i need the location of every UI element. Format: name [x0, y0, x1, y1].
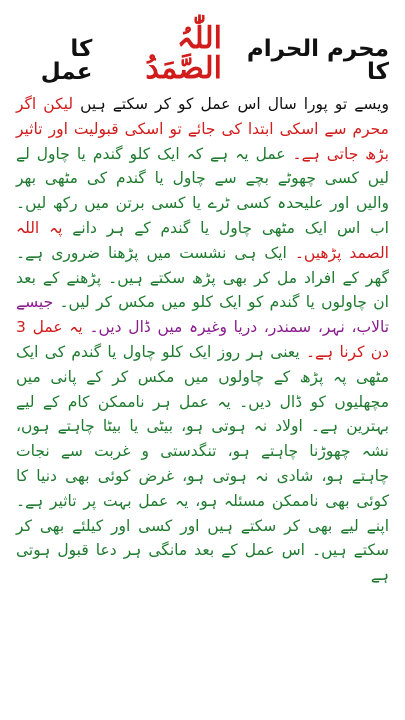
- text-segment-2: لیکن اگر محرم سے اسکی ابتدا کی جائے تو اسکی قبولیت اور تاثیر بڑھ جاتی ہے۔: [16, 95, 389, 163]
- text-segment-7: یہ عمل 3 دن کرنا ہے۔: [16, 318, 390, 361]
- title-allah-al-samad: اللّٰہُ الصَّمَدُ: [145, 21, 222, 86]
- title-part-3: کا عمل: [40, 36, 93, 85]
- text-segment-9: یہ عمل ہر ناممکن کام کے لیے بہترین ہے۔ اولاد نہ ہوتی ہو، بیٹی یا بیٹا چاہتے ہوں، نشہ چھوڑنا چاہتے ہو، تنگدستی و غربت سے نجات چاہتے ہو، شادی نہ ہوتی ہو، غرض کوئی بھی دنیا کا کوئی بھی ناممکن مسئلہ ہو، یہ عمل بہت پر تاثیر ہے۔ اپنے لیے بھی کر سکتے ہیں اور کسی اور کیلئے بھی کر سکتے ہیں۔ اس عمل کے بعد مانگی ہر دعا قبول ہوتی ہے: [16, 392, 389, 585]
- text-segment-5: ایک ہی نشست میں پڑھنا ضروری ہے۔ گھر کے افراد مل کر بھی پڑھ سکتے ہیں۔ پڑھنے کے بعد ان چاولوں یا گندم کو ایک کلو میں مکس کر لیں۔: [16, 243, 389, 312]
- text-segment-3: عمل یہ ہے کہ ایک کلو گندم یا چاول لے لیں کسی چھوٹے بچے سے چاول یا گندم کی مٹھی بھر والیں اور علیحدہ کسی ٹرے یا کسی برتن میں رکھ لیں۔ اب اس ایک مٹھی چاول یا گندم کے ہر دانے: [16, 144, 389, 237]
- text-segment-6: جیسے تالاب، نہر، سمندر، دریا وغیرہ میں ڈال دیں۔: [16, 293, 390, 337]
- body-paragraph: [16, 92, 389, 588]
- text-segment-4: پہ اللہ الصمد پڑھیں۔: [16, 218, 389, 262]
- text-segment-8: یعنی ہر روز ایک کلو چاول یا گندم کی ایک مٹھی پہ پڑھ کے چاولوں میں مکس کر کے پانی میں مچھلیوں کو ڈال دیں۔: [16, 342, 389, 411]
- title-part-1: محرم الحرام کا: [246, 36, 389, 85]
- text-segment-1: ویسے تو پورا سال اس عمل کو کر سکتے ہیں: [73, 95, 389, 113]
- page-title: [16, 21, 389, 86]
